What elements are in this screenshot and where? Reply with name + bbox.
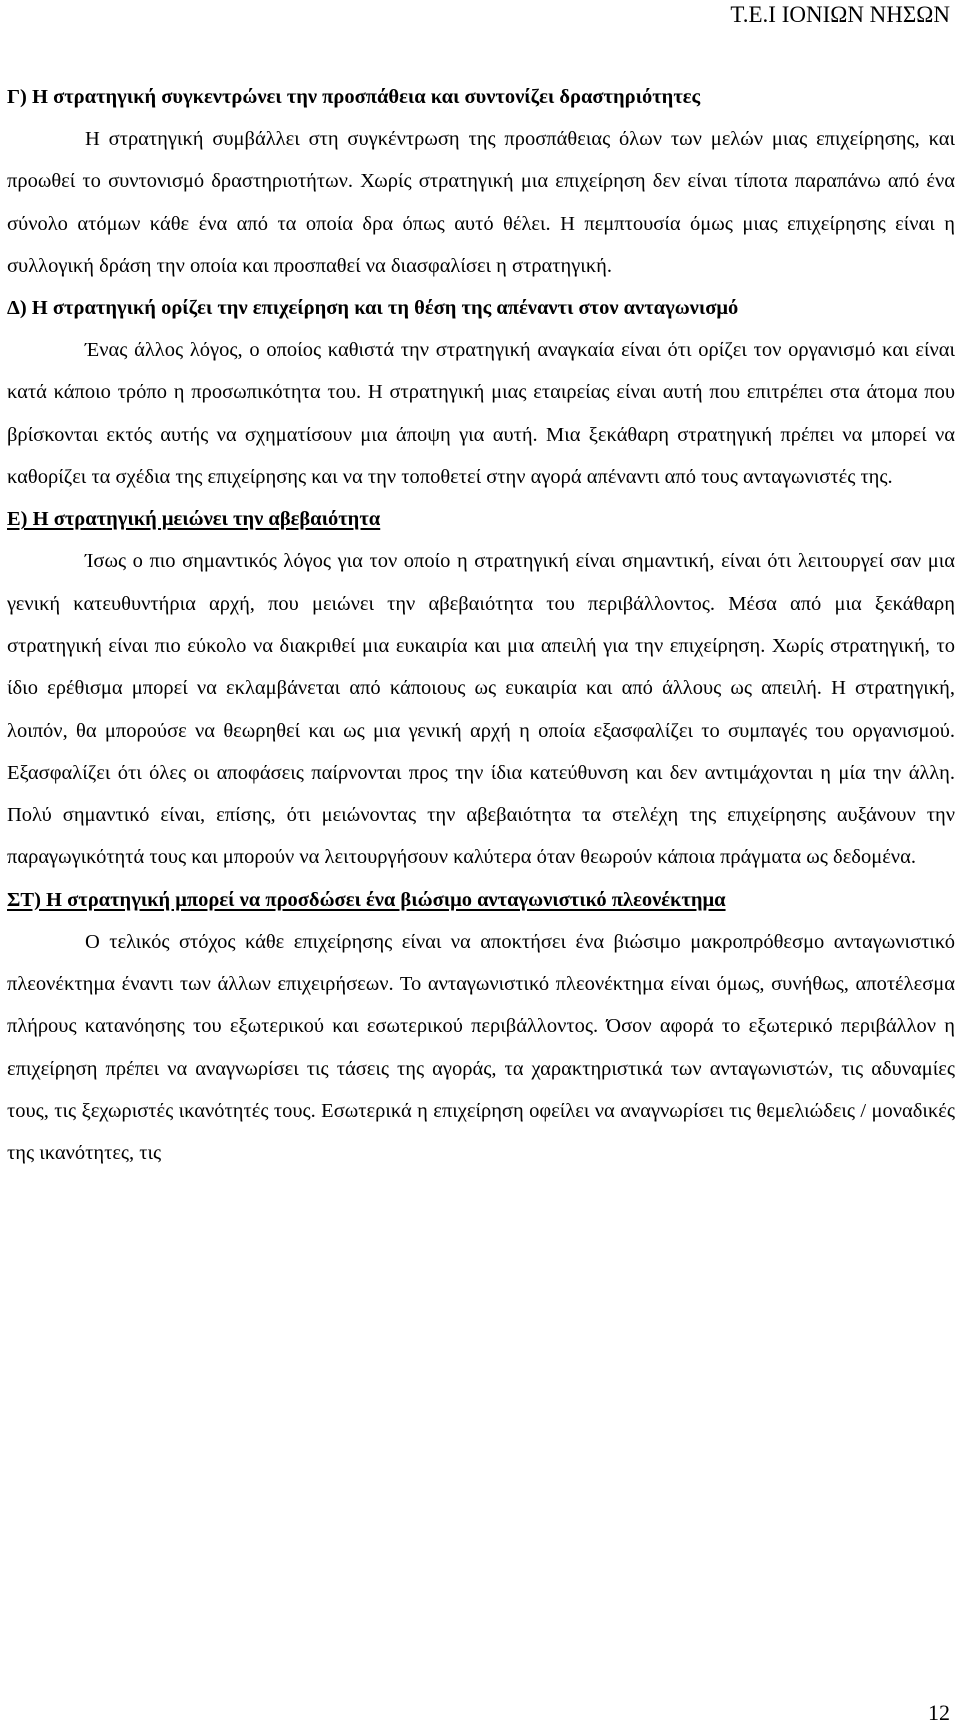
section-paragraph: Ένας άλλος λόγος, ο οποίος καθιστά την στρατηγική αναγκαία είναι ότι ορίζει τον οργανισμό και είναι κατά κάποιο τρόπο η προσωπικότητα του. Η στρατηγική μιας εταιρείας είναι αυτή που επιτρέπει στα άτομα που βρίσκονται εκτός αυτής να σχηματίσουν μια άποψη για αυτή. Μια ξεκάθαρη στρατηγική πρέπει να μπορεί να καθορίζει τα σχέδια της επιχείρησης και να την τοποθετεί στην αγορά απέναντι από τους ανταγωνιστές της. bbox=[7, 339, 955, 489]
section-paragraph: Ίσως ο πιο σημαντικός λόγος για τον οποίο η στρατηγική είναι σημαντική, είναι ότι λειτουργεί σαν μια γενική κατευθυντήρια αρχή, που μειώνει την αβεβαιότητα του περιβάλλοντος. Μέσα από μια ξεκάθαρη στρατηγική είναι πιο εύκολο να διακριθεί μια ευκαιρία και μια απειλή για την επιχείρηση. Χωρίς στρατηγική, το ίδιο ερέθισμα μπορεί να εκλαμβάνεται από κάποιους ως ευκαιρία και από άλλους ως απειλή. Η στρατηγική, λοιπόν, θα μπορούσε να θεωρηθεί και ως μια γενική αρχή η οποία εξασφαλίζει το συμπαγές του οργανισμού. Εξασφαλίζει ότι όλες οι αποφάσεις παίρνονται προς την ίδια κατεύθυνση και δεν αντιμάχονται η μία την άλλη. Πολύ σημαντικό είναι, επίσης, ότι μειώνοντας την αβεβαιότητα τα στελέχη της επιχείρησης αυξάνουν την παραγωγικότητά τους και μπορούν να λειτουργήσουν καλύτερα όταν θεωρούν κάποια πράγματα ως δεδομένα. bbox=[7, 550, 955, 869]
section-d bbox=[7, 287, 955, 498]
section-g bbox=[7, 76, 955, 287]
section-st bbox=[7, 879, 955, 1175]
section-paragraph: Η στρατηγική συμβάλλει στη συγκέντρωση της προσπάθειας όλων των μελών μιας επιχείρησης, και προωθεί το συντονισμό δραστηριοτήτων. Χωρίς στρατηγική μια επιχείρηση δεν είναι τίποτα παραπάνω από ένα σύνολο ατόμων κάθε ένα από τα οποία δρα όπως αυτό θέλει. Η πεμπτουσία όμως μιας επιχείρησης είναι η συλλογική δράση την οποία και προσπαθεί να διασφαλίσει η στρατηγική. bbox=[7, 128, 955, 277]
section-heading: ΣΤ) Η στρατηγική μπορεί να προσδώσει ένα βιώσιμο ανταγωνιστικό πλεονέκτημα bbox=[7, 888, 726, 911]
section-heading: Γ) Η στρατηγική συγκεντρώνει την προσπάθεια και συντονίζει δραστηριότητες bbox=[7, 86, 701, 108]
section-heading: Δ) Η στρατηγική ορίζει την επιχείρηση και τη θέση της απέναντι στον ανταγωνισμό bbox=[7, 297, 739, 320]
document-body bbox=[7, 76, 955, 1175]
section-heading: Ε) Η στρατηγική μειώνει την αβεβαιότητα bbox=[7, 508, 381, 531]
running-header: Τ.Ε.Ι ΙΟΝΙΩΝ ΝΗΣΩΝ bbox=[730, 2, 950, 27]
section-paragraph: Ο τελικός στόχος κάθε επιχείρησης είναι να αποκτήσει ένα βιώσιμο μακροπρόθεσμο ανταγωνιστικό πλεονέκτημα έναντι των άλλων επιχειρήσεων. Το ανταγωνιστικό πλεονέκτημα είναι όμως, συνήθως, αποτέλεσμα πλήρους κατανόησης του εξωτερικού και εσωτερικού περιβάλλοντος. Όσον αφορά το εξωτερικό περιβάλλον η επιχείρηση πρέπει να αναγνωρίσει τις τάσεις της αγοράς, τα χαρακτηριστικά των ανταγωνιστών, τις αδυναμίες τους, τις ξεχωριστές ικανότητές τους. Εσωτερικά η επιχείρηση οφείλει να αναγνωρίσει τις θεμελιώδεις / μοναδικές της ικανότητες, τις bbox=[7, 930, 955, 1165]
section-e bbox=[7, 498, 955, 878]
page-number: 12 bbox=[928, 1700, 950, 1725]
